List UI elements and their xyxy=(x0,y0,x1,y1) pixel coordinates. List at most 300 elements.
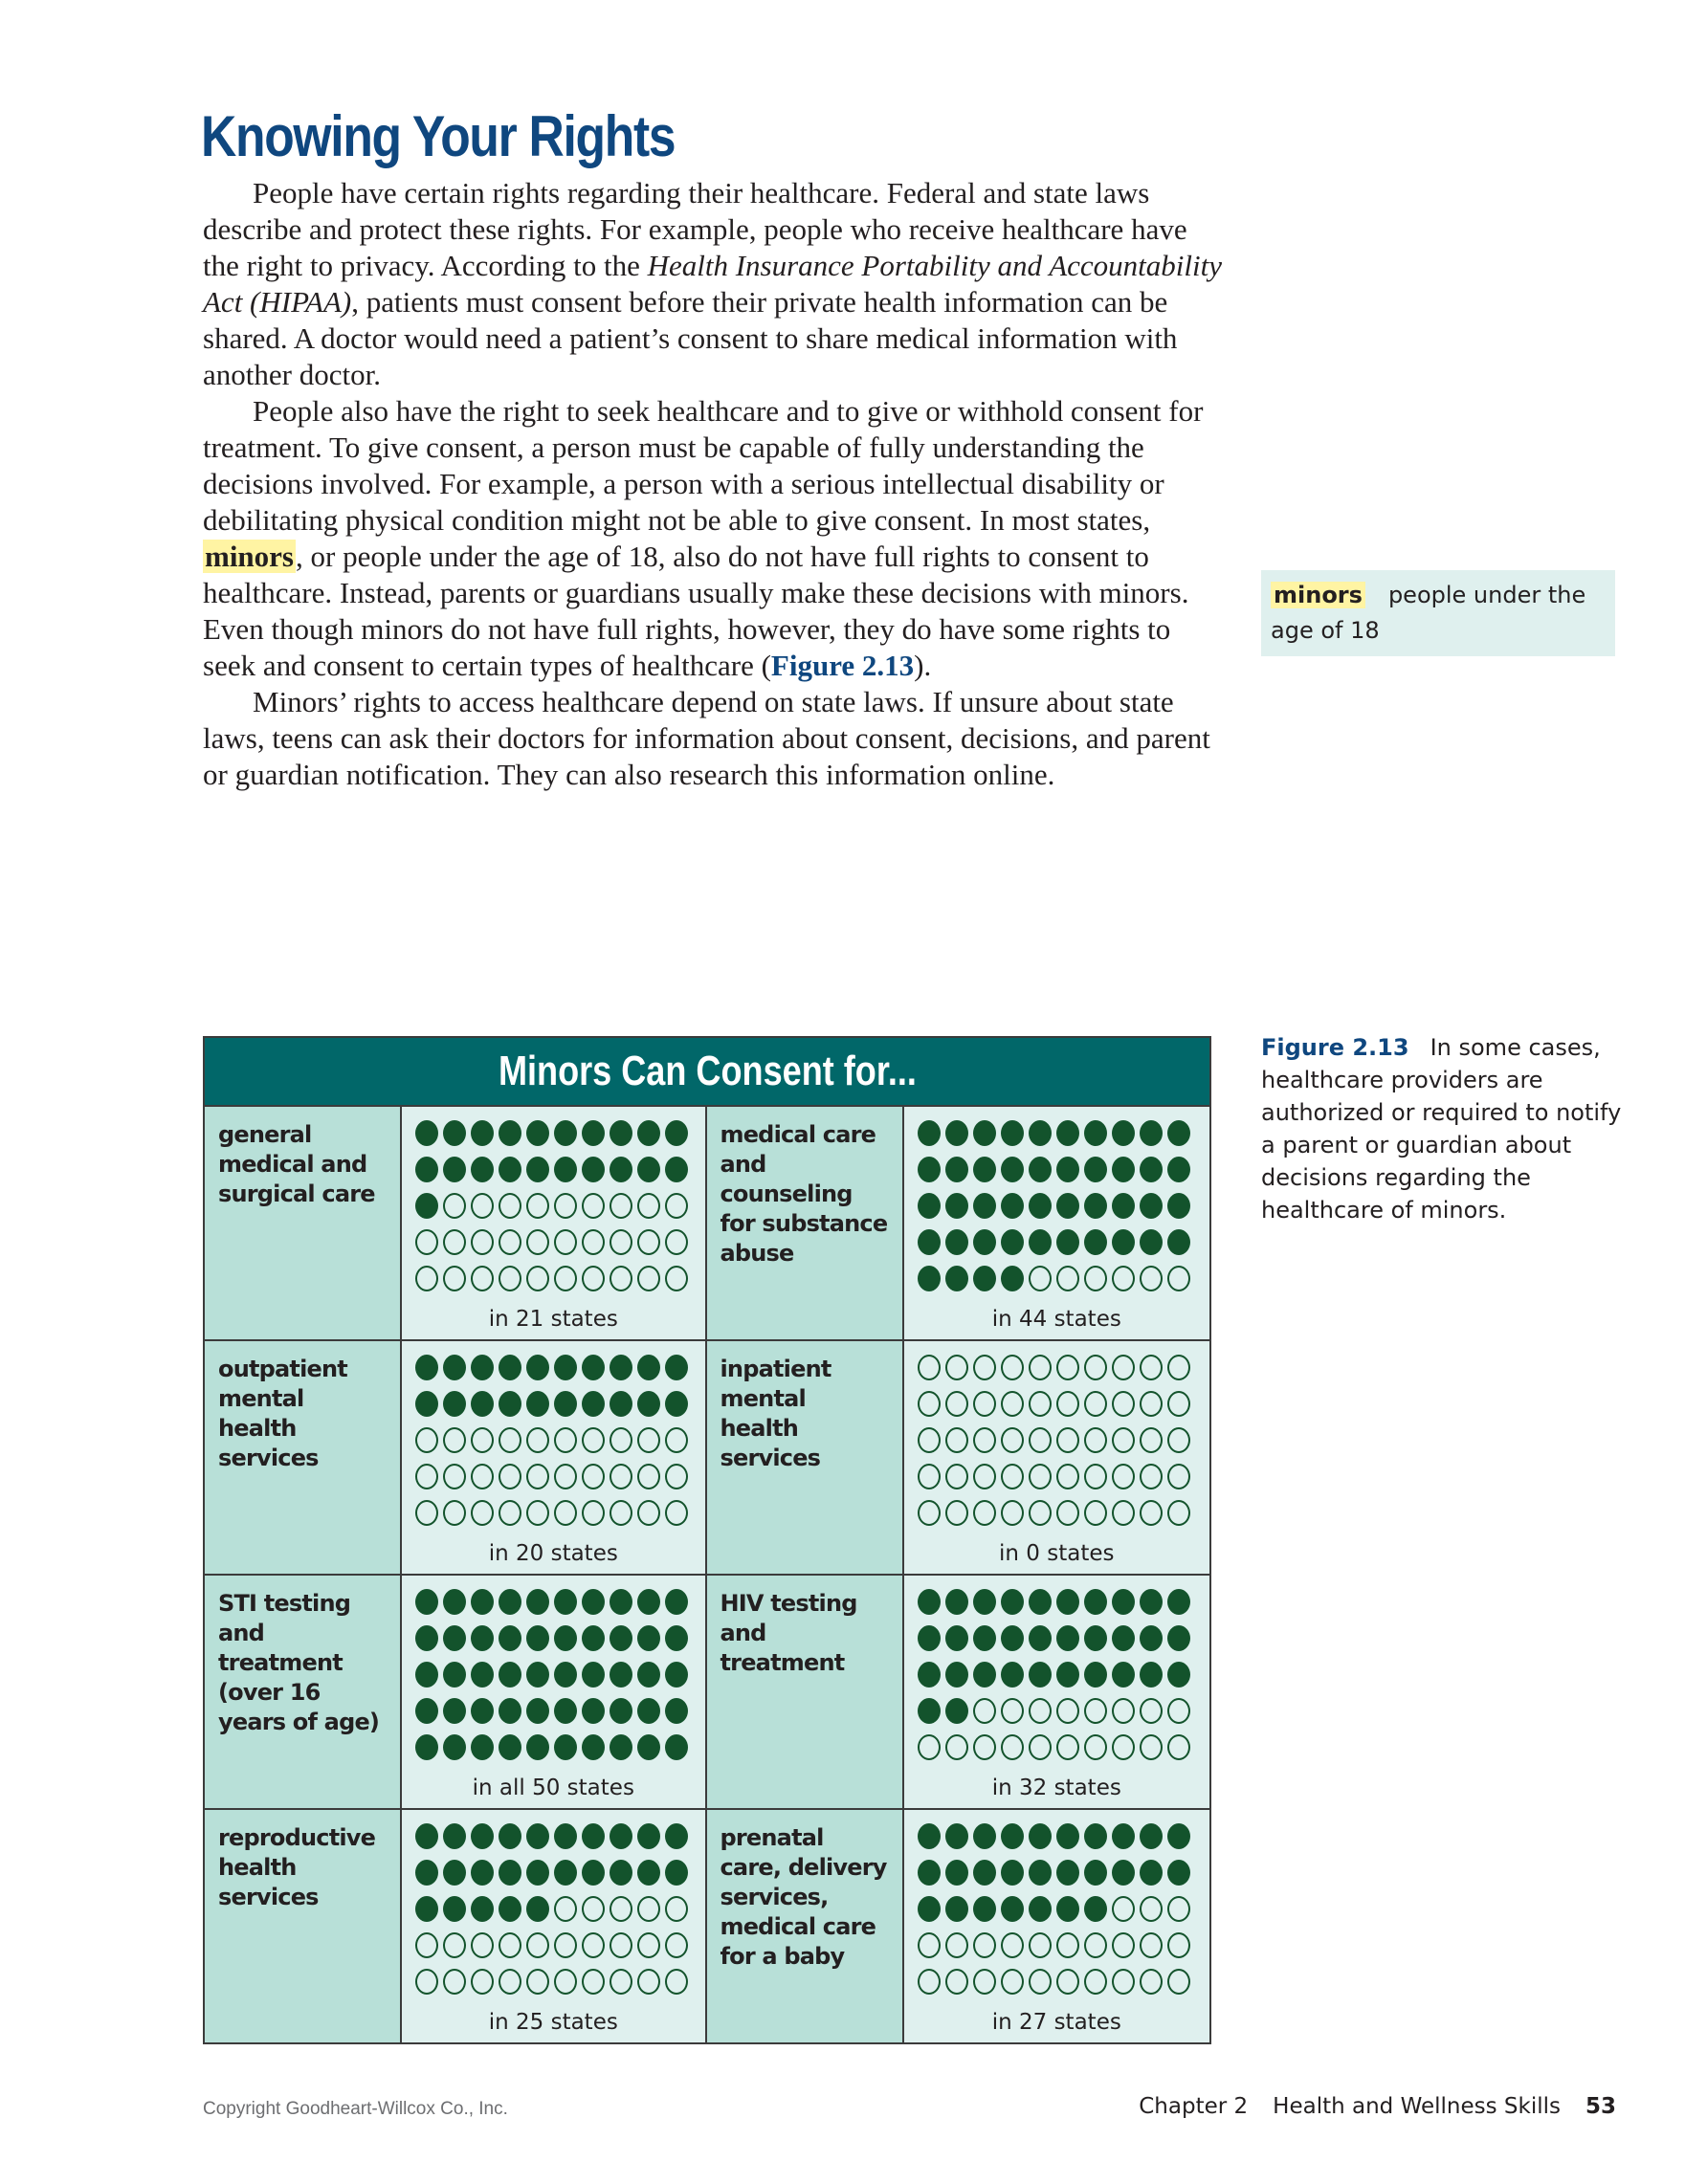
filled-dot-icon xyxy=(1084,1823,1107,1849)
empty-dot-icon xyxy=(945,1969,968,1995)
empty-dot-icon xyxy=(610,1932,632,1958)
filled-dot-icon xyxy=(1140,1193,1163,1219)
filled-dot-icon xyxy=(1167,1120,1190,1146)
filled-dot-icon xyxy=(471,1625,494,1651)
empty-dot-icon xyxy=(1029,1969,1052,1995)
empty-dot-icon xyxy=(526,1500,549,1526)
empty-dot-icon xyxy=(665,1969,688,1995)
empty-dot-icon xyxy=(1029,1464,1052,1489)
empty-dot-icon xyxy=(945,1500,968,1526)
empty-dot-icon xyxy=(582,1969,605,1995)
empty-dot-icon xyxy=(610,1229,632,1255)
filled-dot-icon xyxy=(471,1157,494,1182)
filled-dot-icon xyxy=(918,1157,941,1182)
filled-dot-icon xyxy=(415,1355,438,1380)
filled-dot-icon xyxy=(415,1662,438,1688)
empty-dot-icon xyxy=(1001,1464,1024,1489)
filled-dot-icon xyxy=(1001,1625,1024,1651)
filled-dot-icon xyxy=(499,1860,521,1886)
empty-dot-icon xyxy=(918,1391,941,1417)
filled-dot-icon xyxy=(665,1662,688,1688)
chart-row xyxy=(205,1341,1209,1576)
filled-dot-icon xyxy=(918,1266,941,1291)
filled-dot-icon xyxy=(665,1120,688,1146)
empty-dot-icon xyxy=(499,1500,521,1526)
empty-dot-icon xyxy=(582,1896,605,1922)
empty-dot-icon xyxy=(1167,1698,1190,1724)
empty-dot-icon xyxy=(1140,1427,1163,1453)
empty-dot-icon xyxy=(1167,1391,1190,1417)
empty-dot-icon xyxy=(471,1266,494,1291)
empty-dot-icon xyxy=(637,1193,660,1219)
empty-dot-icon xyxy=(1056,1427,1079,1453)
text-run: ). xyxy=(914,649,932,682)
filled-dot-icon xyxy=(1112,1120,1135,1146)
empty-dot-icon xyxy=(1167,1266,1190,1291)
filled-dot-icon xyxy=(499,1157,521,1182)
filled-dot-icon xyxy=(582,1589,605,1615)
filled-dot-icon xyxy=(415,1734,438,1760)
filled-dot-icon xyxy=(1029,1193,1052,1219)
empty-dot-icon xyxy=(637,1896,660,1922)
empty-dot-icon xyxy=(554,1229,577,1255)
empty-dot-icon xyxy=(1084,1391,1107,1417)
empty-dot-icon xyxy=(610,1969,632,1995)
filled-dot-icon xyxy=(610,1391,632,1417)
filled-dot-icon xyxy=(526,1662,549,1688)
filled-dot-icon xyxy=(945,1589,968,1615)
filled-dot-icon xyxy=(1140,1860,1163,1886)
filled-dot-icon xyxy=(526,1860,549,1886)
filled-dot-icon xyxy=(1167,1860,1190,1886)
filled-dot-icon xyxy=(471,1698,494,1724)
empty-dot-icon xyxy=(471,1500,494,1526)
empty-dot-icon xyxy=(554,1896,577,1922)
filled-dot-icon xyxy=(610,1355,632,1380)
empty-dot-icon xyxy=(526,1969,549,1995)
filled-dot-icon xyxy=(918,1662,941,1688)
empty-dot-icon xyxy=(526,1229,549,1255)
filled-dot-icon xyxy=(1112,1662,1135,1688)
empty-dot-icon xyxy=(526,1193,549,1219)
empty-dot-icon xyxy=(1167,1932,1190,1958)
filled-dot-icon xyxy=(582,1355,605,1380)
filled-dot-icon xyxy=(471,1120,494,1146)
filled-dot-icon xyxy=(945,1157,968,1182)
empty-dot-icon xyxy=(1056,1391,1079,1417)
filled-dot-icon xyxy=(443,1860,466,1886)
empty-dot-icon xyxy=(1029,1698,1052,1724)
filled-dot-icon xyxy=(665,1157,688,1182)
empty-dot-icon xyxy=(582,1266,605,1291)
empty-dot-icon xyxy=(1056,1355,1079,1380)
empty-dot-icon xyxy=(415,1266,438,1291)
text-run: , or people under the age of 18, also do not have full rights to consent to healthcare. Instead, parents or guardians usually make these decisions with minors. Even though minors do not have full rights, however, they do have some rights to seek and consent to certain types of healthcare ( xyxy=(203,540,1189,682)
state-count-label: in 32 states xyxy=(991,1776,1121,1800)
empty-dot-icon xyxy=(582,1193,605,1219)
filled-dot-icon xyxy=(471,1823,494,1849)
empty-dot-icon xyxy=(1140,1464,1163,1489)
filled-dot-icon xyxy=(637,1662,660,1688)
filled-dot-icon xyxy=(1056,1229,1079,1255)
empty-dot-icon xyxy=(1056,1969,1079,1995)
filled-dot-icon xyxy=(1112,1625,1135,1651)
filled-dot-icon xyxy=(973,1896,996,1922)
filled-dot-icon xyxy=(1140,1823,1163,1849)
filled-dot-icon xyxy=(582,1662,605,1688)
filled-dot-icon xyxy=(499,1823,521,1849)
glossary-term: minors xyxy=(1271,582,1365,608)
filled-dot-icon xyxy=(637,1823,660,1849)
empty-dot-icon xyxy=(1112,1896,1135,1922)
filled-dot-icon xyxy=(610,1120,632,1146)
empty-dot-icon xyxy=(1112,1734,1135,1760)
filled-dot-icon xyxy=(415,1193,438,1219)
filled-dot-icon xyxy=(471,1896,494,1922)
empty-dot-icon xyxy=(945,1391,968,1417)
category-label: outpatient mental health services xyxy=(205,1341,402,1574)
empty-dot-icon xyxy=(918,1932,941,1958)
filled-dot-icon xyxy=(415,1157,438,1182)
empty-dot-icon xyxy=(610,1427,632,1453)
empty-dot-icon xyxy=(637,1266,660,1291)
empty-dot-icon xyxy=(665,1266,688,1291)
filled-dot-icon xyxy=(1140,1229,1163,1255)
empty-dot-icon xyxy=(1167,1734,1190,1760)
empty-dot-icon xyxy=(1001,1427,1024,1453)
empty-dot-icon xyxy=(1029,1427,1052,1453)
category-label: general medical and surgical care xyxy=(205,1107,402,1339)
empty-dot-icon xyxy=(415,1229,438,1255)
empty-dot-icon xyxy=(1140,1969,1163,1995)
empty-dot-icon xyxy=(1084,1355,1107,1380)
empty-dot-icon xyxy=(1029,1500,1052,1526)
state-count-label: in all 50 states xyxy=(472,1776,634,1800)
empty-dot-icon xyxy=(665,1427,688,1453)
filled-dot-icon xyxy=(973,1229,996,1255)
empty-dot-icon xyxy=(1112,1391,1135,1417)
body-text xyxy=(203,175,1222,793)
filled-dot-icon xyxy=(1167,1193,1190,1219)
filled-dot-icon xyxy=(443,1589,466,1615)
filled-dot-icon xyxy=(610,1734,632,1760)
filled-dot-icon xyxy=(499,1698,521,1724)
filled-dot-icon xyxy=(443,1662,466,1688)
filled-dot-icon xyxy=(1112,1823,1135,1849)
empty-dot-icon xyxy=(1029,1391,1052,1417)
filled-dot-icon xyxy=(526,1120,549,1146)
empty-dot-icon xyxy=(1167,1896,1190,1922)
empty-dot-icon xyxy=(973,1932,996,1958)
filled-dot-icon xyxy=(1084,1625,1107,1651)
empty-dot-icon xyxy=(1084,1932,1107,1958)
empty-dot-icon xyxy=(665,1193,688,1219)
empty-dot-icon xyxy=(1001,1932,1024,1958)
filled-dot-icon xyxy=(1140,1625,1163,1651)
figure-reference-link[interactable]: Figure 2.13 xyxy=(770,649,915,682)
filled-dot-icon xyxy=(443,1734,466,1760)
filled-dot-icon xyxy=(1001,1193,1024,1219)
empty-dot-icon xyxy=(1112,1427,1135,1453)
empty-dot-icon xyxy=(443,1932,466,1958)
filled-dot-icon xyxy=(582,1734,605,1760)
filled-dot-icon xyxy=(1029,1229,1052,1255)
empty-dot-icon xyxy=(665,1500,688,1526)
empty-dot-icon xyxy=(973,1734,996,1760)
empty-dot-icon xyxy=(1001,1698,1024,1724)
filled-dot-icon xyxy=(1112,1157,1135,1182)
filled-dot-icon xyxy=(1001,1589,1024,1615)
empty-dot-icon xyxy=(415,1932,438,1958)
empty-dot-icon xyxy=(443,1193,466,1219)
empty-dot-icon xyxy=(582,1464,605,1489)
empty-dot-icon xyxy=(1112,1932,1135,1958)
filled-dot-icon xyxy=(554,1698,577,1724)
empty-dot-icon xyxy=(637,1427,660,1453)
state-count-label: in 0 states xyxy=(999,1541,1115,1566)
filled-dot-icon xyxy=(526,1896,549,1922)
chart-body xyxy=(205,1107,1209,2042)
filled-dot-icon xyxy=(415,1391,438,1417)
empty-dot-icon xyxy=(1056,1500,1079,1526)
filled-dot-icon xyxy=(1167,1662,1190,1688)
dot-grid-cell xyxy=(402,1810,706,2042)
empty-dot-icon xyxy=(554,1932,577,1958)
filled-dot-icon xyxy=(1140,1662,1163,1688)
empty-dot-icon xyxy=(526,1932,549,1958)
empty-dot-icon xyxy=(1084,1500,1107,1526)
filled-dot-icon xyxy=(582,1120,605,1146)
empty-dot-icon xyxy=(1112,1698,1135,1724)
filled-dot-icon xyxy=(918,1860,941,1886)
filled-dot-icon xyxy=(582,1823,605,1849)
empty-dot-icon xyxy=(945,1464,968,1489)
chart-title: Minors Can Consent for... xyxy=(205,1038,1209,1107)
empty-dot-icon xyxy=(610,1500,632,1526)
filled-dot-icon xyxy=(973,1625,996,1651)
empty-dot-icon xyxy=(1084,1734,1107,1760)
filled-dot-icon xyxy=(1112,1860,1135,1886)
filled-dot-icon xyxy=(945,1229,968,1255)
dot-grid-cell xyxy=(402,1341,706,1574)
filled-dot-icon xyxy=(637,1355,660,1380)
filled-dot-icon xyxy=(499,1734,521,1760)
filled-dot-icon xyxy=(1140,1120,1163,1146)
filled-dot-icon xyxy=(1001,1662,1024,1688)
filled-dot-icon xyxy=(1056,1589,1079,1615)
empty-dot-icon xyxy=(973,1500,996,1526)
filled-dot-icon xyxy=(554,1355,577,1380)
empty-dot-icon xyxy=(1167,1355,1190,1380)
filled-dot-icon xyxy=(637,1860,660,1886)
filled-dot-icon xyxy=(1056,1625,1079,1651)
filled-dot-icon xyxy=(665,1698,688,1724)
filled-dot-icon xyxy=(973,1120,996,1146)
filled-dot-icon xyxy=(1056,1157,1079,1182)
filled-dot-icon xyxy=(637,1625,660,1651)
filled-dot-icon xyxy=(1001,1823,1024,1849)
empty-dot-icon xyxy=(918,1464,941,1489)
consent-chart xyxy=(203,1036,1211,2044)
filled-dot-icon xyxy=(610,1823,632,1849)
empty-dot-icon xyxy=(415,1427,438,1453)
empty-dot-icon xyxy=(499,1193,521,1219)
filled-dot-icon xyxy=(499,1120,521,1146)
filled-dot-icon xyxy=(1001,1896,1024,1922)
filled-dot-icon xyxy=(973,1157,996,1182)
state-count-label: in 25 states xyxy=(488,2010,618,2035)
empty-dot-icon xyxy=(526,1427,549,1453)
filled-dot-icon xyxy=(554,1860,577,1886)
empty-dot-icon xyxy=(918,1355,941,1380)
empty-dot-icon xyxy=(443,1229,466,1255)
filled-dot-icon xyxy=(443,1391,466,1417)
empty-dot-icon xyxy=(471,1464,494,1489)
filled-dot-icon xyxy=(1167,1229,1190,1255)
empty-dot-icon xyxy=(1140,1932,1163,1958)
filled-dot-icon xyxy=(945,1266,968,1291)
filled-dot-icon xyxy=(1112,1229,1135,1255)
empty-dot-icon xyxy=(1001,1734,1024,1760)
filled-dot-icon xyxy=(1056,1193,1079,1219)
empty-dot-icon xyxy=(1112,1355,1135,1380)
page-number: 53 xyxy=(1585,2094,1616,2119)
filled-dot-icon xyxy=(526,1355,549,1380)
filled-dot-icon xyxy=(443,1625,466,1651)
empty-dot-icon xyxy=(582,1229,605,1255)
filled-dot-icon xyxy=(443,1157,466,1182)
empty-dot-icon xyxy=(637,1969,660,1995)
filled-dot-icon xyxy=(415,1698,438,1724)
empty-dot-icon xyxy=(637,1229,660,1255)
empty-dot-icon xyxy=(1140,1355,1163,1380)
dot-grid-cell xyxy=(904,1810,1209,2042)
filled-dot-icon xyxy=(471,1391,494,1417)
filled-dot-icon xyxy=(610,1860,632,1886)
empty-dot-icon xyxy=(1056,1464,1079,1489)
filled-dot-icon xyxy=(582,1698,605,1724)
dot-grid-cell xyxy=(904,1107,1209,1339)
filled-dot-icon xyxy=(554,1662,577,1688)
empty-dot-icon xyxy=(1084,1969,1107,1995)
filled-dot-icon xyxy=(499,1355,521,1380)
filled-dot-icon xyxy=(973,1823,996,1849)
filled-dot-icon xyxy=(1084,1120,1107,1146)
filled-dot-icon xyxy=(637,1589,660,1615)
filled-dot-icon xyxy=(1001,1860,1024,1886)
empty-dot-icon xyxy=(637,1500,660,1526)
filled-dot-icon xyxy=(1084,1860,1107,1886)
category-label: STI testing and treatment (over 16 years of age) xyxy=(205,1576,402,1808)
empty-dot-icon xyxy=(1140,1391,1163,1417)
empty-dot-icon xyxy=(443,1969,466,1995)
filled-dot-icon xyxy=(918,1823,941,1849)
empty-dot-icon xyxy=(918,1427,941,1453)
empty-dot-icon xyxy=(945,1932,968,1958)
empty-dot-icon xyxy=(973,1969,996,1995)
empty-dot-icon xyxy=(1084,1266,1107,1291)
empty-dot-icon xyxy=(1001,1355,1024,1380)
filled-dot-icon xyxy=(1029,1662,1052,1688)
filled-dot-icon xyxy=(610,1698,632,1724)
category-label: prenatal care, delivery services, medical care for a baby xyxy=(707,1810,904,2042)
filled-dot-icon xyxy=(554,1120,577,1146)
filled-dot-icon xyxy=(665,1860,688,1886)
filled-dot-icon xyxy=(665,1734,688,1760)
filled-dot-icon xyxy=(918,1589,941,1615)
body-paragraph xyxy=(203,684,1222,793)
empty-dot-icon xyxy=(443,1427,466,1453)
filled-dot-icon xyxy=(443,1896,466,1922)
filled-dot-icon xyxy=(1112,1193,1135,1219)
chapter-label: Chapter 2 xyxy=(1139,2094,1249,2119)
filled-dot-icon xyxy=(1056,1823,1079,1849)
empty-dot-icon xyxy=(554,1427,577,1453)
filled-dot-icon xyxy=(1029,1157,1052,1182)
filled-dot-icon xyxy=(1084,1229,1107,1255)
category-label: HIV testing and treatment xyxy=(707,1576,904,1808)
empty-dot-icon xyxy=(1056,1266,1079,1291)
category-label: reproductive health services xyxy=(205,1810,402,2042)
filled-dot-icon xyxy=(499,1662,521,1688)
filled-dot-icon xyxy=(443,1698,466,1724)
filled-dot-icon xyxy=(415,1896,438,1922)
filled-dot-icon xyxy=(471,1662,494,1688)
filled-dot-icon xyxy=(973,1589,996,1615)
filled-dot-icon xyxy=(526,1157,549,1182)
empty-dot-icon xyxy=(1029,1266,1052,1291)
filled-dot-icon xyxy=(443,1823,466,1849)
empty-dot-icon xyxy=(973,1391,996,1417)
empty-dot-icon xyxy=(1112,1500,1135,1526)
filled-dot-icon xyxy=(582,1391,605,1417)
filled-dot-icon xyxy=(415,1860,438,1886)
empty-dot-icon xyxy=(1084,1427,1107,1453)
section-title: Knowing Your Rights xyxy=(201,104,676,168)
filled-dot-icon xyxy=(499,1896,521,1922)
filled-dot-icon xyxy=(582,1625,605,1651)
filled-dot-icon xyxy=(499,1589,521,1615)
empty-dot-icon xyxy=(582,1500,605,1526)
chapter-title: Health and Wellness Skills xyxy=(1273,2094,1561,2119)
filled-dot-icon xyxy=(665,1625,688,1651)
empty-dot-icon xyxy=(1140,1698,1163,1724)
empty-dot-icon xyxy=(945,1355,968,1380)
empty-dot-icon xyxy=(554,1969,577,1995)
filled-dot-icon xyxy=(499,1391,521,1417)
empty-dot-icon xyxy=(1029,1734,1052,1760)
filled-dot-icon xyxy=(1167,1823,1190,1849)
empty-dot-icon xyxy=(945,1734,968,1760)
empty-dot-icon xyxy=(554,1500,577,1526)
empty-dot-icon xyxy=(973,1355,996,1380)
text-run: Minors’ rights to access healthcare depend on state laws. If unsure about state laws, teens can ask their doctors for information about consent, decisions, and parent or guardian notification. They can also research this information online. xyxy=(203,685,1210,791)
empty-dot-icon xyxy=(973,1698,996,1724)
empty-dot-icon xyxy=(1140,1266,1163,1291)
filled-dot-icon xyxy=(526,1589,549,1615)
filled-dot-icon xyxy=(918,1229,941,1255)
filled-dot-icon xyxy=(1167,1625,1190,1651)
filled-dot-icon xyxy=(945,1698,968,1724)
empty-dot-icon xyxy=(1112,1969,1135,1995)
glossary-definition: people under the age of 18 xyxy=(1271,582,1586,644)
filled-dot-icon xyxy=(415,1823,438,1849)
empty-dot-icon xyxy=(554,1193,577,1219)
empty-dot-icon xyxy=(637,1464,660,1489)
dot-grid-cell xyxy=(904,1341,1209,1574)
filled-dot-icon xyxy=(554,1625,577,1651)
empty-dot-icon xyxy=(1029,1932,1052,1958)
